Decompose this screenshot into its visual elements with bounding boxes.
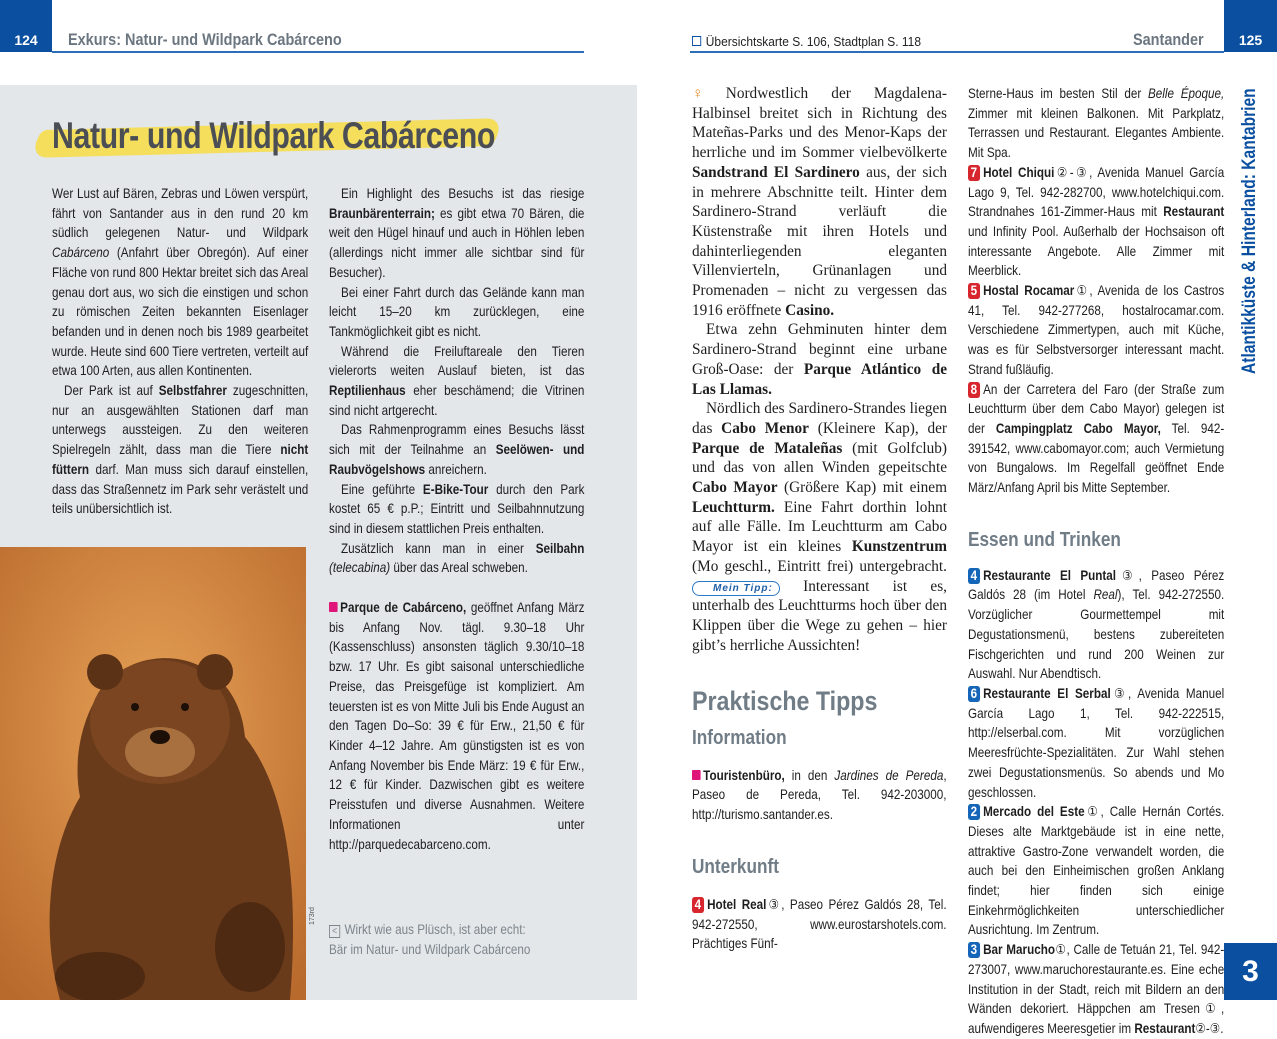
information-heading: Information xyxy=(692,726,787,749)
paragraph xyxy=(968,684,1224,802)
chapter-side-tab: Atlantikküste & Hinterland: Kantabrien xyxy=(1239,88,1260,374)
paragraph xyxy=(968,566,1224,684)
page-number-left xyxy=(0,0,52,52)
text-run: Tel. 942-391542, www.cabomayor.com; auch Vermietung von Bungalows. Im Regelfall geöffnet Ende März/Anfang April bis Mitte September. xyxy=(968,420,1225,496)
text-run: geöffnet Anfang März bis Anfang Nov. tägl. 9.30–18 Uhr (Kassenschluss) ansonsten täglich 9.30/10–18 bzw. 17 Uhr. Es gibt saisonal unterschiedliche Preise, das Preisgefüge ist kompliziert. Am teuersten ist es von Mitte Juli bis Ende August an den Tagen Do–So: 39 € für Erw., 21,50 € für Kinder 4–12 Jahre. Am günstigsten ist es von Anfang November bis Ende März: 19 € für Erw., 12 € für Kinder. Dazwischen gibt es weitere Preisstufen und diverse Ausnahmen. Weitere Informationen unter http://parquedecabarceno.com. xyxy=(329,600,585,852)
bold-text: Hostal Rocamar xyxy=(983,283,1075,299)
chapter-number-text: 3 xyxy=(1242,954,1259,988)
bold-text: Seilbahn xyxy=(535,540,585,556)
paragraph xyxy=(968,84,1224,163)
text-run: Cabárceno xyxy=(52,245,110,261)
text-run: über das Areal schweben. xyxy=(390,560,528,576)
text-run: Während die Freiluftareale den Tieren vielerorts weiten Auslauf bieten, ist das xyxy=(329,343,585,379)
accommodation-list xyxy=(692,895,947,954)
running-head-right: Santander xyxy=(1133,30,1204,49)
paragraph xyxy=(329,480,584,539)
text-run: Jardines de Pereda xyxy=(834,767,944,783)
header-rule xyxy=(690,51,1224,53)
text-run: ③, Paseo Pérez Galdós 28, Tel. 942-272550, www.eurostarshotels.com. Prächtiges Fünf- xyxy=(692,896,947,952)
text-run: durch den Park kostet 65 € p.P.; Eintritt und Seilbahnnutzung sind in diesem stattlichen Preis enthalten. xyxy=(329,481,585,536)
information-list xyxy=(692,766,947,825)
paragraph xyxy=(968,802,1224,940)
text-run: An der Carretera del Faro (der Straße zum Leuchtturm über dem Cabo Mayor) gelegen ist der xyxy=(968,381,1225,436)
paragraph xyxy=(329,598,584,854)
paragraph xyxy=(968,940,1224,1039)
text-run: , Paseo de Pereda, Tel. 942-203000, http://turismo.santander.es. xyxy=(692,767,947,823)
paragraph xyxy=(329,184,584,283)
info-bullet-icon xyxy=(692,770,701,780)
page-number-text: 125 xyxy=(1238,32,1263,48)
text-run: Etwa zehn Gehminuten hinter dem Sardinero-Strand beginnt eine urbane Groß-Oase: der xyxy=(692,321,947,378)
paragraph xyxy=(968,380,1224,498)
text-run: ②-③, Avenida Manuel García Lago 9, Tel. 942-282700, www.hotelchiqui.com. Strandnahes 161-Zimmer-Haus mit xyxy=(968,164,1225,220)
left-column-2 xyxy=(329,184,584,578)
bold-text: Parque Atlántico de Las Llamas. xyxy=(692,360,947,398)
bold-text: Parque de Mataleñas xyxy=(692,439,843,457)
page-number-right xyxy=(1224,0,1277,52)
arrow-left-icon: < xyxy=(329,925,340,938)
text-run: Nördlich des Sardinero-Strandes liegen das xyxy=(692,400,947,437)
paragraph xyxy=(52,381,308,519)
middle-column-flow xyxy=(692,84,950,954)
text-run: (mit Golfclub) und das von allen Winden gepeitschte xyxy=(692,439,947,477)
accommodation-heading: Unterkunft xyxy=(692,855,779,878)
bold-text: Casino. xyxy=(785,301,835,319)
paragraph xyxy=(329,539,584,578)
bold-text: Hotel Chiqui xyxy=(983,164,1055,180)
bold-text: Restaurant xyxy=(1163,204,1225,220)
text-run: ③, Avenida Manuel García Lago 1, Tel. 942-222515, http://elserbal.com. Mit vorzüglichen Meeresfrüchte-Spezialitäten. Zur Wahl stehen zwei Degustationsmenüs. So abends und Mo geschlossen. xyxy=(968,685,1225,800)
cross-reference xyxy=(692,34,921,49)
bold-text: Bar Marucho xyxy=(983,942,1056,958)
bold-text: Selbstfahrer xyxy=(158,383,227,399)
park-info xyxy=(329,598,584,854)
food-heading: Essen und Trinken xyxy=(968,528,1121,551)
bold-text: Touristenbüro, xyxy=(703,767,785,783)
text-run: und Infinity Pool. Außerhalb der Hochsaison oft interessante Angebote. Alle Zimmer mit Meerblick. xyxy=(968,223,1225,279)
bold-text: nicht füttern xyxy=(52,442,309,477)
chapter-number xyxy=(1224,943,1277,1000)
bold-text: Campingplatz Cabo Mayor, xyxy=(995,420,1161,436)
page-number-text: 124 xyxy=(14,32,38,48)
text-run: Real xyxy=(1093,587,1118,603)
text-run: ①, Calle Hernán Cortés. Dieses alte Marktgebäude ist in eine nette, attraktive Gastro-Zone verwandelt worden, die auch bei den Einheimischen großen Anklang findet; hier finden sich einige Einkehrmöglichkeiten unterschiedlicher Ausrichtung. Im Zentrum. xyxy=(968,804,1225,938)
paragraph xyxy=(692,84,947,320)
bold-text: Reptilienhaus xyxy=(329,383,406,399)
text-run: anreichern. xyxy=(425,461,487,477)
map-marker-badge: 5 xyxy=(968,283,980,299)
bold-text: Restaurant xyxy=(1134,1020,1196,1036)
left-column-1 xyxy=(52,184,308,519)
mein-tipp-badge: Mein Tipp: xyxy=(692,581,780,596)
bold-text: Parque de Cabárceno, xyxy=(340,600,467,616)
page-title: Natur- und Wildpark Cabárceno xyxy=(52,115,495,156)
bold-text: Kunstzentrum xyxy=(851,538,947,556)
cross-ref-text: Übersichtskarte S. 106, Stadtplan S. 118 xyxy=(705,34,921,49)
text-run: aus, der sich in mehrere Abschnitte teilt. Hinter dem Sardinero-Strand verläuft die Küstenstraße mit ihren Hotels und dahinterliegenden eleganten Villenvierteln, Grünanlagen und Promenaden – nicht zu vergessen das 1916 eröffnete xyxy=(692,163,947,319)
map-marker-badge: 4 xyxy=(968,568,980,584)
bold-text: Braunbärenterrain; xyxy=(329,205,435,221)
text-run: Ein Highlight des Besuchs ist das riesige xyxy=(341,186,585,201)
bold-text: Mercado del Este xyxy=(983,804,1085,820)
accommodation-list-cont xyxy=(968,84,1224,498)
paragraph xyxy=(692,895,947,954)
text-run: ), Tel. 942-272550. Vorzüglicher Gourmettempel mit Degustationsmenü, bestens zubereiteten Fischgerichten und rund 200 Weinen zur Auswahl. Nur Abendtisch. xyxy=(968,587,1225,682)
left-column-2-flow xyxy=(329,184,629,960)
right-column-flow xyxy=(968,84,1226,1039)
map-square-icon xyxy=(692,36,701,46)
practical-tips-heading: Praktische Tipps xyxy=(692,686,878,717)
map-marker-badge: 3 xyxy=(968,942,980,958)
text-run: Zimmer mit kleinen Balkonen. Mit Parkplatz, Terrassen und Restaurant. Elegantes Ambiente. Mit Spa. xyxy=(968,105,1225,161)
bear-illustration xyxy=(0,547,306,1000)
map-marker-badge: 6 xyxy=(968,686,980,702)
paragraph xyxy=(968,281,1224,380)
text-run: (Größere Kap) mit einem xyxy=(777,479,947,497)
paragraph xyxy=(692,320,947,399)
text-run: Nordwestlich der Magdalena-Halbinsel breitet sich in Richtung des Mateñas-Parks und des Menor-Kaps der herrliche und im Sommer vielbevölkerte xyxy=(692,85,947,162)
caption-line: Wirkt wie aus Plüsch, ist aber echt: xyxy=(344,922,526,938)
text-run: es gibt etwa 70 Bären, die weit den Hügel hinauf und auch in Höhlen leben (allerdings nicht immer alle sichtbar sind für Besucher). xyxy=(329,205,585,280)
text-run: ①, Calle de Tetuán 21, Tel. 942-273007, www.maruchorestaurante.es. Eine eche Institution in der Stadt, reich mit Bildern an den Wänden dekoriert. Häppchen am Tresen①, aufwendigeres Meeresgetier im xyxy=(968,942,1225,1036)
text-run: Das Rahmenprogramm eines Besuchs lässt sich mit der Teilnahme an xyxy=(329,422,585,458)
paragraph xyxy=(329,283,584,342)
map-marker-badge: 2 xyxy=(968,804,980,820)
bold-text: Sandstrand El Sardinero xyxy=(692,163,860,181)
map-marker-badge: 8 xyxy=(968,382,980,398)
text-run: Bei einer Fahrt durch das Gelände kann man leicht 15–20 km zurücklegen, eine Tankmöglichkeit gibt es nicht. xyxy=(329,284,585,339)
text-run: zugeschnitten, nur an ausgewählten Stationen darf man unterwegs aussteigen. Zu den weiteren Spielregeln zählt, dass man die Tiere xyxy=(52,383,309,458)
bold-text: Cabo Mayor xyxy=(692,479,778,497)
paragraph xyxy=(52,184,308,381)
bold-text: Cabo Menor xyxy=(721,419,809,437)
running-head-left: Exkurs: Natur- und Wildpark Cabárceno xyxy=(68,30,342,49)
bold-text: E-Bike-Tour xyxy=(422,481,489,497)
text-run: darf. Man muss sich darauf einstellen, dass das Straßennetz im Park sehr verästelt und teils unübersichtlich ist. xyxy=(52,461,309,517)
photo-credit: 173rd xyxy=(309,907,316,925)
bold-text: Leuchtturm. xyxy=(692,498,775,516)
paragraph xyxy=(968,163,1224,281)
paragraph xyxy=(329,342,584,421)
paragraph xyxy=(329,420,584,479)
bold-text: Hotel Real xyxy=(707,896,767,912)
paragraph xyxy=(692,399,947,655)
santander-intro xyxy=(692,84,947,655)
info-bullet-icon xyxy=(329,602,338,612)
text-run: eher beschämend; die Vitrinen sind nicht artgerecht. xyxy=(329,383,585,418)
text-run: Belle Époque, xyxy=(1147,86,1225,101)
bear-photo xyxy=(0,547,306,1000)
text-run: (Anfahrt über Obregón). Auf einer Fläche von rund 800 Hektar breitet sich das Areal genau dort aus, wo sich die einstigen und schon zu römischen Zeiten bekannten Eisenlager befanden und in denen noch bis 1989 gearbeitet wurde. Heute sind 600 Tiere vertreten, verteilt auf etwa 100 Arten, aus allen Kontinenten. xyxy=(52,245,309,379)
text-run: in den xyxy=(784,767,835,783)
text-run: Eine Fahrt dorthin lohnt auf alle Fälle. Im Leuchtturm am Cabo Mayor ist ein kleines xyxy=(692,498,947,556)
photo-caption xyxy=(329,920,587,960)
text-run: ③, Paseo Pérez Galdós 28 (im Hotel xyxy=(968,567,1225,603)
bold-text: Seelöwen- und Raubvögelshows xyxy=(329,442,585,477)
text-run: ①, Avenida de los Castros 41, Tel. 942-277268, hostalrocamar.com. Verschiedene Zimmertypen, auch mit Küche, was es für Selbstversorger interessant macht. Strand fußläufig. xyxy=(968,283,1225,377)
header-rule xyxy=(52,51,584,53)
text-run: ②-③. xyxy=(1195,1020,1224,1036)
paragraph xyxy=(692,766,947,825)
text-run: (telecabina) xyxy=(329,560,391,576)
caption-line: Bär im Natur- und Wildpark Cabárceno xyxy=(329,942,531,958)
map-marker-badge: 4 xyxy=(692,897,704,913)
text-run: (Kleinere Kap), der xyxy=(808,419,947,437)
bold-text: Restaurante El Puntal xyxy=(983,567,1117,583)
food-list xyxy=(968,566,1224,1039)
text-run: Zusätzlich kann man in einer xyxy=(341,540,536,556)
text-run: (Mo geschl., Eintritt frei) untergebracht. xyxy=(692,557,947,575)
text-run: Interessant ist es, unterhalb des Leuchtturms hoch über den Klippen über die Wege zu gehen – hier gibt’s herrliche Aussichten! xyxy=(692,577,947,654)
bold-text: Restaurante El Serbal xyxy=(983,685,1111,701)
sight-person-icon: ♀ xyxy=(692,85,723,102)
text-run: Sterne-Haus im besten Stil der xyxy=(968,86,1148,101)
text-run: Der Park ist auf xyxy=(64,383,159,399)
text-run: Eine geführte xyxy=(341,481,423,497)
text-run: Wer Lust auf Bären, Zebras und Löwen verspürt, fährt von Santander aus in den rund 20 km südlich gelegenen Natur- und Wildpark xyxy=(52,186,309,241)
map-marker-badge: 7 xyxy=(968,165,980,181)
